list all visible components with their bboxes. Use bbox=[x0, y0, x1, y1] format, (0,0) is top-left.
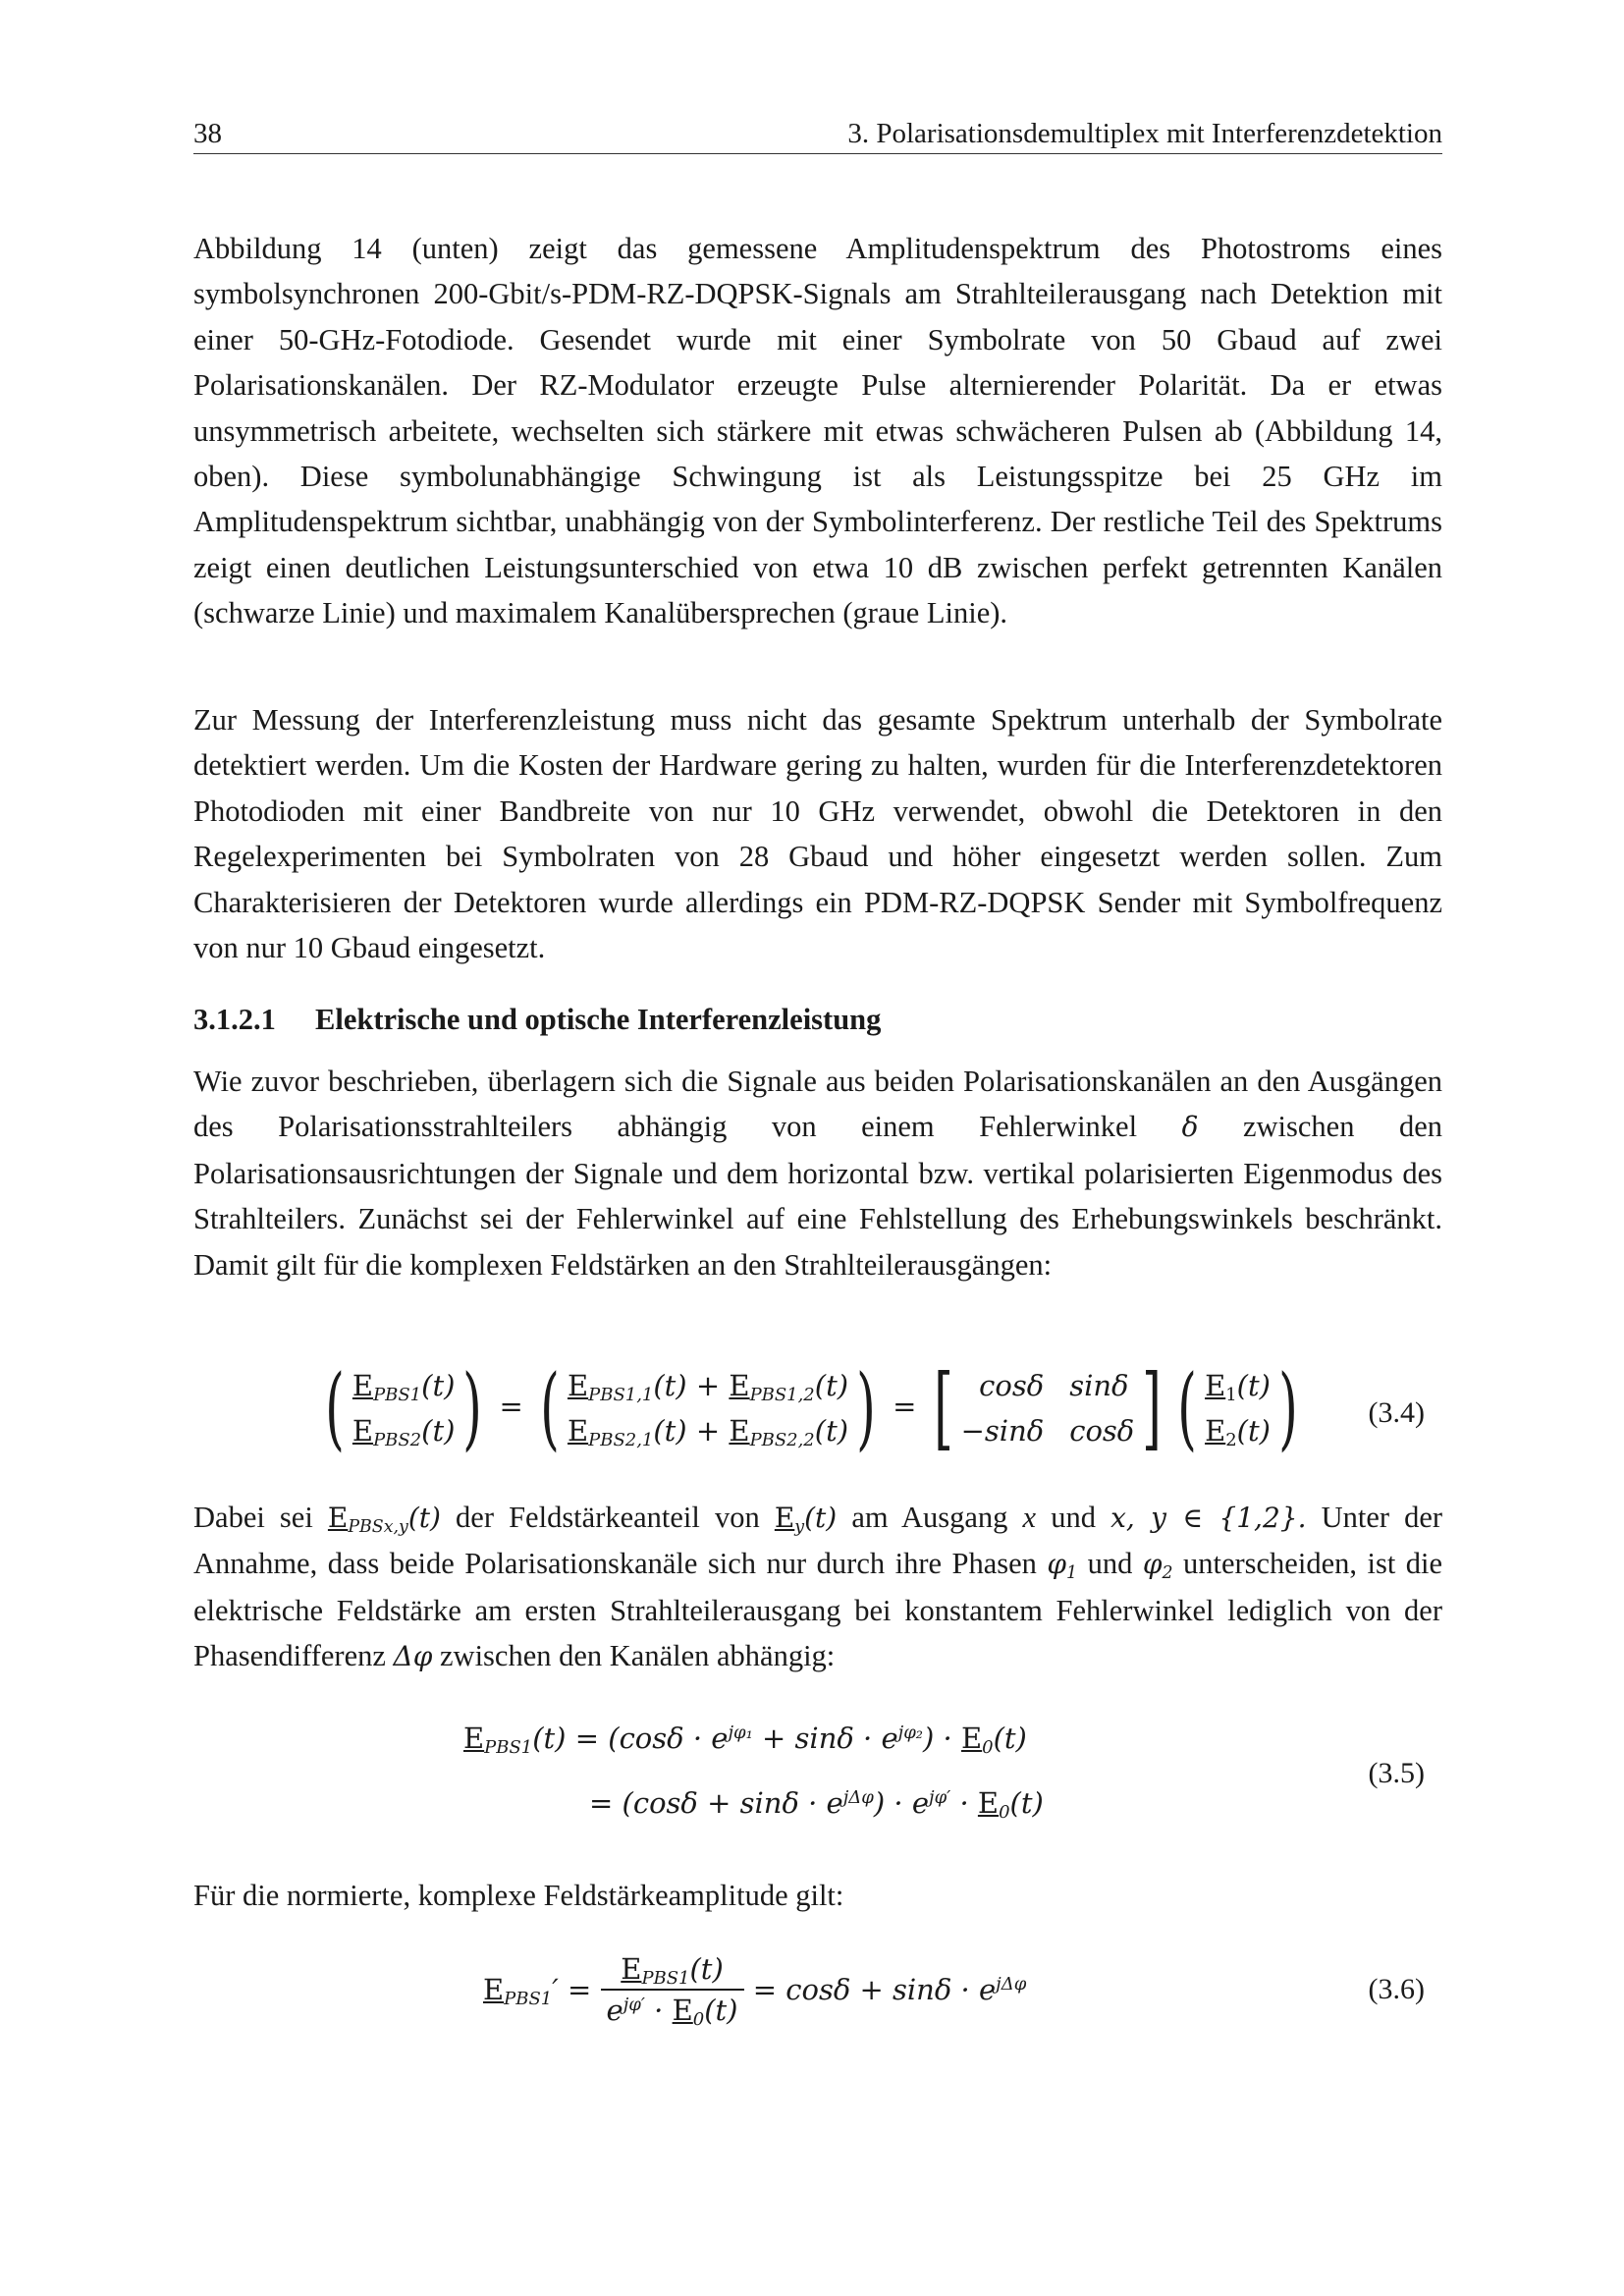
paragraph-2: Zur Messung der Interferenzleistung muss nicht das gesamte Spektrum unterhalb der Symbolrate detektiert werden. Um die Kosten der Hardware gering zu halten, wurden für die Interferenzdetektoren Photodioden mit einer Bandbreite von nur 10 GHz verwendet, obwohl die Detektoren in den Regelexperimenten bei Symbolraten von 28 Gbaud und höher eingesetzt werden sollen. Zum Charakterisieren der Detektoren wurde allerdings ein PDM-RZ-DQPSK Sender mit Symbolfrequenz von nur 10 Gbaud eingesetzt. bbox=[193, 703, 1442, 965]
equation-3-5-line-1: $E_{PBS1}(t) = (\cos\delta \cdot e^{j\varphi_1} + \sin\delta \cdot e^{j\varphi_2}) \cdot E_0(t)$ bbox=[463, 1722, 1027, 1759]
section-number: 3.1.2.1 bbox=[193, 1003, 276, 1036]
para3-text-b: zwischen den Polarisationsausrichtungen der Signale und dem horizontal bzw. vertikal polarisierten Eigenmodus des Strahlteilers. Zunächst sei der Fehlerwinkel auf eine Fehlstellung des Erhebungswinkels beschränkt. Damit gilt für die komplexen Feldstärken an den Strahlteilerausgängen: bbox=[193, 1110, 1442, 1282]
paragraph-5: Für die normierte, komplexe Feldstärkeamplitude gilt: bbox=[193, 1879, 844, 1912]
chapter-title: 3. Polarisationsdemultiplex mit Interferenzdetektion bbox=[847, 118, 1442, 149]
equation-number-3-4: (3.4) bbox=[1368, 1396, 1425, 1429]
delta-symbol: δ bbox=[1181, 1111, 1199, 1144]
equation-3-5-line-2: = $(\cos\delta + \sin\delta \cdot e^{j\Delta\varphi}) \cdot e^{j\varphi'} \cdot E_0(t)$ bbox=[589, 1786, 1044, 1824]
equation-3-5 bbox=[193, 1714, 1442, 1841]
running-header bbox=[193, 114, 1442, 154]
paragraph-4: Dabei sei $E_{PBSx,y}(t)$ der Feldstärkeanteil von $E_y(t)$ am Ausgang x und x, y ∈ {1,2}. Unter der Annahme, dass beide Polarisationskanäle sich nur durch ihre Phasen $\varphi_1$ und $\varphi_2$ unterscheiden, ist die elektrische Feldstärke am ersten Strahlteilerausgang bei konstantem Fehlerwinkel lediglich von der Phasendifferenz Δφ zwischen den Kanälen abhängig: bbox=[193, 1501, 1443, 1673]
section-heading bbox=[193, 997, 881, 1042]
equation-3-4-body: ( $E_{PBS1}(t)$ $E_{PBS2}(t)$) = ( $E_{PBS1,1}(t) + E_{PBS1,2}(t)$ $E_{PBS2,1}(t) + E_{PBS2,2}(t)$) = [ cosδ −sinδsinδ cosδ] ( $E_1(t)$ $E_2(t)$) bbox=[325, 1355, 1298, 1460]
paragraph-3 bbox=[193, 1059, 1442, 1287]
page-number: 38 bbox=[193, 118, 222, 149]
equation-3-6 bbox=[193, 1949, 1442, 2048]
equation-3-6-body: $E_{PBS1}'$ = $\frac{E_{PBS1}(t)}{e^{j\varphi'} \cdot E_0(t)}$ = $\cos\delta + \sin\delta \cdot e^{j\Delta\varphi}$ bbox=[483, 1949, 1026, 2030]
section-title: Elektrische und optische Interferenzleistung bbox=[315, 1003, 882, 1036]
paragraph-1: Abbildung 14 (unten) zeigt das gemessene Amplitudenspektrum des Photostroms eines symbolsynchronen 200-Gbit/s-PDM-RZ-DQPSK-Signals am Strahlteilerausgang nach Detektion mit einer 50-GHz-Fotodiode. Gesendet wurde mit einer Symbolrate von 50 Gbaud auf zwei Polarisationskanälen. Der RZ-Modulator erzeugte Pulse alternierender Polarität. Da er etwas unsymmetrisch arbeitete, wechselten sich stärkere mit etwas schwächeren Pulsen ab (Abbildung 14, oben). Diese symbolunabhängige Schwingung ist als Leistungsspitze bei 25 GHz im Amplitudenspektrum sichtbar, unabhängig von der Symbolinterferenz. Der restliche Teil des Spektrums zeigt einen deutlichen Leistungsunterschied von etwa 10 dB zwischen perfekt getrennten Kanälen (schwarze Linie) und maximalem Kanalübersprechen (graue Linie). bbox=[193, 232, 1442, 630]
equation-3-4 bbox=[193, 1355, 1442, 1471]
equation-number-3-5: (3.5) bbox=[1368, 1757, 1425, 1789]
para3-text-a: Wie zuvor beschrieben, überlagern sich die Signale aus beiden Polarisationskanälen an den Ausgängen des Polarisationsstrahlteilers abhängig von einem Fehlerwinkel bbox=[193, 1065, 1442, 1144]
equation-number-3-6: (3.6) bbox=[1368, 1973, 1425, 2005]
